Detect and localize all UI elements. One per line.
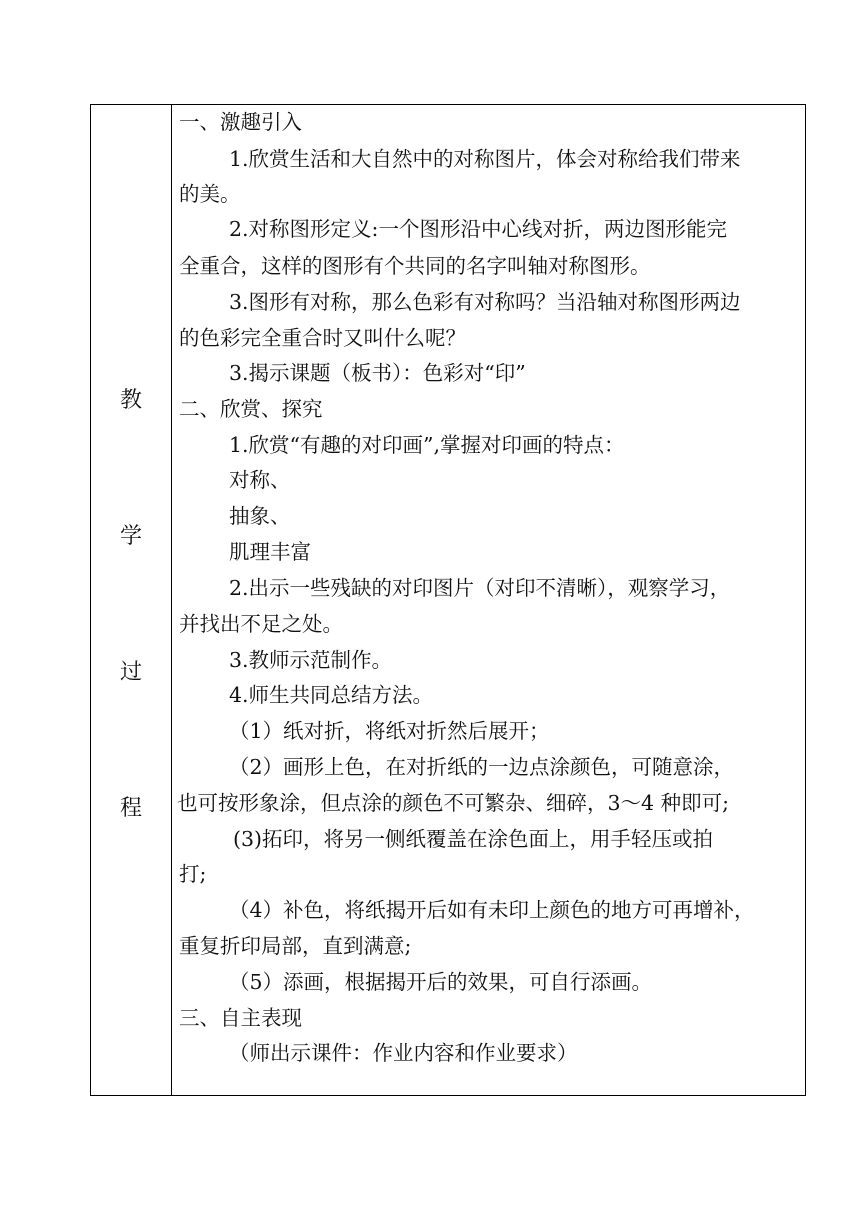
list-item: （1）纸对折，将纸对折然后展开； <box>229 719 550 743</box>
text-line: 重复折印局部，直到满意; <box>179 934 412 958</box>
row-label-char-2: 学 <box>119 524 142 549</box>
lesson-table <box>90 104 806 1096</box>
list-item: 肌理丰富 <box>229 540 311 564</box>
row-label-cell <box>91 105 171 1095</box>
row-label-char-3: 过 <box>119 660 142 685</box>
section-heading: 二、欣赏、探究 <box>179 397 323 421</box>
text-line: 全重合，这样的图形有个共同的名字叫轴对称图形。 <box>179 254 651 278</box>
text-line: 也可按形象涂，但点涂的颜色不可繁杂、细碎，3～4 种即可; <box>177 791 730 815</box>
text-line: 2.对称图形定义:一个图形沿中心线对折，两边图形能完 <box>229 217 727 241</box>
section-heading: 三、自主表现 <box>179 1006 302 1030</box>
column-divider <box>171 105 172 1095</box>
list-item: （5）添画，根据揭开后的效果，可自行添画。 <box>229 970 653 994</box>
text-line: 的美。 <box>179 182 241 206</box>
text-line: 1.欣赏生活和大自然中的对称图片，体会对称给我们带来 <box>229 147 741 171</box>
text-line: 并找出不足之处。 <box>179 612 343 636</box>
list-item: 抽象、 <box>229 504 291 528</box>
text-line: 4.师生共同总结方法。 <box>229 683 434 707</box>
row-label-char-1: 教 <box>119 388 142 413</box>
text-line: （师出示课件：作业内容和作业要求） <box>229 1041 578 1065</box>
list-item: 对称、 <box>229 468 291 492</box>
list-item: （4）补色，将纸揭开后如有未印上颜色的地方可再增补， <box>229 898 755 922</box>
text-line: 3.教师示范制作。 <box>229 648 393 672</box>
list-item: （2）画形上色，在对折纸的一边点涂颜色，可随意涂， <box>229 755 735 779</box>
text-line: 的色彩完全重合时又叫什么呢？ <box>179 326 466 350</box>
text-line: 3.图形有对称，那么色彩有对称吗？当沿轴对称图形两边 <box>229 290 741 314</box>
text-line: 3.揭示课题（板书）：色彩对“印” <box>229 361 526 385</box>
text-line: 1.欣赏“有趣的对印画”,掌握对印画的特点： <box>229 433 625 457</box>
list-item: (3)拓印，将另一侧纸覆盖在涂色面上，用手轻压或拍 <box>233 827 714 851</box>
text-line: 打; <box>179 862 207 886</box>
text-line: 2.出示一些残缺的对印图片（对印不清晰），观察学习， <box>229 576 731 600</box>
section-heading: 一、激趣引入 <box>179 110 302 134</box>
row-label-char-4: 程 <box>119 796 142 821</box>
